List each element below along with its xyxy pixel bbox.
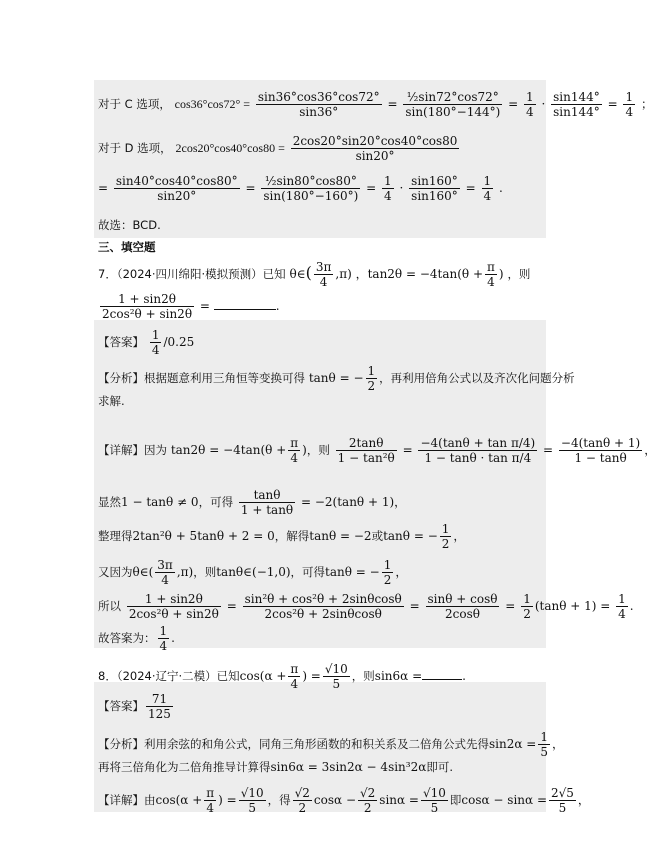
fraction-denominator: sin144°	[553, 105, 600, 119]
fraction-denominator: 1 − tanθ	[574, 451, 627, 465]
q7-detail-l2-b: 1 − tanθ ≠ 0	[121, 495, 199, 509]
fraction-numerator: 1	[523, 592, 531, 606]
q8-answer-blank	[422, 679, 462, 680]
fraction-numerator: 1	[384, 174, 392, 188]
fraction-numerator: 1	[526, 90, 534, 104]
q7-answer-blank	[214, 309, 276, 310]
option-d-lhs: 2cos20°cos40°cos80 =	[175, 141, 285, 155]
fraction-numerator: 1	[483, 174, 492, 188]
fraction-numerator: sin²θ + cos²θ + 2sinθcosθ	[244, 592, 402, 606]
q8-detail-a: 由	[144, 793, 156, 807]
q7-answer-tag: 【答案】	[98, 335, 144, 349]
option-d-frac-3	[261, 174, 360, 203]
q8-detail-frac-3	[293, 786, 312, 815]
fraction-numerator: √10	[240, 786, 264, 800]
q7-detail-l5-frac-3	[426, 592, 500, 621]
q7-detail-l5-frac-2	[243, 592, 404, 621]
fraction-numerator: √2	[360, 786, 376, 800]
fraction-denominator: 4	[319, 275, 328, 289]
option-d-label: 对于 D 选项，	[98, 141, 172, 155]
q7-detail-l1-frac-2	[418, 436, 537, 465]
q7-detail-line-2	[98, 488, 406, 517]
fraction-denominator: 5	[430, 801, 439, 815]
q8-answer-frac	[146, 692, 173, 721]
q7-detail-l6-end: .	[171, 631, 175, 645]
q8-answer-line	[98, 692, 175, 721]
q7-analysis-expr: tanθ = −	[308, 371, 364, 385]
option-d-frac-2	[114, 174, 240, 203]
fraction-denominator: 5	[540, 745, 548, 759]
q7-end: .	[275, 299, 280, 313]
q7-detail-l3-b: 2tan²θ + 5tanθ + 2 = 0	[132, 529, 275, 543]
fraction-denominator: 2	[441, 537, 450, 551]
fraction-numerator: 3π	[315, 260, 332, 274]
q7-detail-l4-frac	[155, 558, 175, 587]
fraction-denominator: 1 − tan²θ	[337, 451, 395, 465]
q8-end: .	[462, 669, 466, 683]
fraction-denominator: sin(180°−160°)	[263, 189, 359, 203]
fraction-numerator: 2√5	[551, 786, 574, 800]
q7-theta-in: θ∈	[289, 267, 306, 281]
q7-analysis-frac	[366, 364, 378, 393]
q8-detail-frac-1	[204, 786, 216, 815]
q7-detail-l4-b: θ∈(	[132, 565, 154, 579]
q7-expression	[100, 292, 194, 321]
q8-analysis-expr: sin2α =	[489, 737, 537, 751]
fraction-numerator: 1	[151, 328, 160, 342]
q7-line-1	[98, 260, 530, 289]
q7-cond-close: )	[498, 267, 504, 281]
option-c-eq-1: =	[387, 97, 398, 111]
fraction-numerator: 1 + sin2θ	[100, 292, 194, 307]
q7-detail-l2-a: 显然	[98, 495, 121, 509]
fraction-numerator: tanθ	[239, 488, 295, 503]
option-c-line	[98, 90, 653, 119]
fraction-denominator: 4	[159, 639, 168, 653]
q8-analysis-line-1	[98, 730, 564, 759]
q8-detail-frac-6	[549, 786, 576, 815]
fraction-denominator: 4	[618, 607, 626, 621]
q7-detail-l1-eq-2: =	[543, 443, 554, 457]
fraction-denominator: 4	[487, 275, 495, 289]
q8-detail-b: cos(α +	[155, 793, 203, 807]
fraction-denominator: 5	[558, 801, 567, 815]
q7-detail-l3-a: 整理得	[98, 529, 133, 543]
choice-line: 故选：BCD.	[98, 218, 161, 232]
fraction-numerator: 1	[383, 558, 392, 572]
fraction-denominator: 2cos²θ + 2sinθcosθ	[264, 607, 382, 621]
q8-then: ，则	[351, 669, 375, 683]
fraction-numerator: sin160°	[411, 174, 458, 188]
option-c-eq-3: =	[607, 97, 618, 111]
option-d-end: .	[498, 181, 503, 195]
fraction-denominator: 2	[523, 607, 531, 621]
q8-answer-tag: 【答案】	[98, 699, 144, 713]
q7-detail-l2-c: ，可得	[198, 495, 234, 509]
fraction-numerator: sinθ + cosθ	[427, 592, 498, 606]
q7-detail-l5-eq-1: =	[226, 599, 237, 613]
section-heading: 三、填空题	[98, 240, 156, 254]
fraction-denominator: 2	[298, 801, 307, 815]
option-d-frac-4	[382, 174, 394, 203]
q7-detail-l5-end: .	[629, 599, 634, 613]
fraction-denominator: sin20°	[355, 149, 395, 163]
q7-cond-open: (θ +	[457, 267, 484, 281]
q8-expr-frac	[288, 662, 300, 691]
option-d-frac-6	[482, 174, 494, 203]
fraction-denominator: sin20°	[157, 189, 197, 203]
fraction-numerator: 1	[625, 90, 634, 104]
q7-detail-l1-a: 因为	[144, 443, 167, 457]
q7-detail-l3-d: tanθ = −2	[309, 529, 372, 543]
q7-detail-l5-a: 所以	[98, 599, 121, 613]
fraction-numerator: 71	[146, 692, 173, 707]
fraction-denominator: sin36°	[299, 105, 339, 119]
fraction-denominator: 5	[332, 677, 341, 691]
option-c-end: ；	[640, 97, 653, 111]
fraction-denominator: 1 − tanθ · tan π/4	[424, 451, 532, 465]
q7-detail-l5-frac-5	[616, 592, 628, 621]
option-d-eq-2: =	[245, 181, 256, 195]
option-d-frac-1	[291, 134, 460, 163]
option-d-line-2	[98, 174, 503, 203]
q7-analysis-text-2: ，再利用倍角公式以及齐次化问题分析	[379, 371, 575, 385]
fraction-numerator: √10	[324, 662, 348, 676]
q7-detail-tag: 【详解】	[98, 443, 144, 457]
q7-detail-l2-end: ，	[394, 495, 407, 509]
fraction-denominator: 2cos²θ + sin2θ	[102, 307, 193, 321]
option-c-frac-5	[623, 90, 635, 119]
q7-cond-frac	[485, 260, 497, 289]
option-c-lhs: cos36°cos72° =	[174, 97, 251, 111]
option-c-eq-2: =	[508, 97, 519, 111]
q8-detail-tag: 【详解】	[98, 793, 144, 807]
q8-detail-d: ，得	[267, 793, 291, 807]
q7-interval-close: ,π)	[335, 267, 352, 281]
option-d-dot: ·	[399, 181, 404, 195]
fraction-denominator: 125	[148, 707, 171, 721]
fraction-numerator: π	[290, 662, 299, 676]
q7-detail-l1-b: tan2θ = −4tan	[170, 443, 261, 457]
fraction-numerator: 1	[618, 592, 626, 606]
fraction-numerator: −4(tanθ + 1)	[560, 436, 641, 450]
q8-analysis-expr-2: sin6α = 3sin2α − 4sin³2α	[270, 760, 427, 774]
q7-analysis-line-2: 求解.	[98, 394, 125, 408]
q8-detail-end: ，	[577, 793, 590, 807]
fraction-numerator: 3π	[157, 558, 173, 572]
fraction-denominator: 2	[367, 379, 376, 393]
q8-detail-k: cosα − sinα =	[461, 793, 547, 807]
option-c-frac-2	[403, 90, 502, 119]
fraction-denominator: 4	[151, 343, 160, 357]
q7-detail-l5-eq-3: =	[505, 599, 516, 613]
q7-detail-l3-f: tanθ = −	[383, 529, 438, 543]
option-d-line-1	[98, 134, 461, 163]
fraction-denominator: sin160°	[411, 189, 458, 203]
q7-detail-l4-end: ，	[395, 565, 408, 579]
q7-detail-l4-frac-2	[382, 558, 394, 587]
q7-detail-line-4	[98, 558, 407, 587]
q7-detail-l5-eq-2: =	[409, 599, 420, 613]
fraction-numerator: 2cos20°sin20°cos40°cos80	[292, 134, 458, 148]
q7-detail-l3-frac	[440, 522, 452, 551]
fraction-denominator: 2	[383, 573, 392, 587]
q7-interval-open: (	[305, 263, 312, 282]
fraction-numerator: 1	[540, 730, 548, 744]
q7-detail-l1-eq: =	[402, 443, 413, 457]
q8-detail-j: 即	[449, 793, 462, 807]
q7-detail-l2-frac	[239, 488, 295, 517]
fraction-denominator: 1 + tanθ	[240, 503, 294, 517]
q7-detail-l4-h: tanθ = −	[325, 565, 380, 579]
q8-analysis-tag: 【分析】	[98, 737, 144, 751]
fraction-denominator: 4	[483, 189, 492, 203]
q7-detail-line-1: 【详解】因为 tan2θ = −4tan(θ + $\frac{\pi}{4}$ )，则 $\frac{2\tan\theta}{\text{1 − tan²θ}}$ = $\frac{\text{−4(tanθ + tan π/4)}}{\text{1 − tanθ · tan π/4}}$ = $\frac{-4(\tan\theta + 1)}{1 - \tan\theta}$ ，	[98, 436, 656, 465]
fraction-denominator: 4	[290, 677, 299, 691]
fraction-numerator: sin144°	[553, 90, 600, 104]
q8-head: 8．（2024·辽宁·二模）已知	[98, 669, 240, 683]
fraction-denominator: 5	[248, 801, 256, 815]
q7-detail-l4-g: ，可得	[290, 565, 326, 579]
option-d-eq-4: =	[465, 181, 476, 195]
fraction-denominator: 4	[526, 105, 534, 119]
q7-detail-l1-end: ，	[644, 443, 656, 457]
fraction-numerator: −4(tanθ + tan π/4)	[420, 436, 536, 450]
option-c-frac-3	[524, 90, 536, 119]
q7-answer-line	[98, 328, 194, 357]
option-c-dot: ·	[541, 97, 546, 111]
fraction-denominator: 2	[363, 801, 372, 815]
q8-analysis-text-2: 再将三倍角化为二倍角推导计算得	[98, 760, 271, 774]
q7-detail-l1-frac-1	[336, 436, 397, 465]
q7-detail-l4-a: 又因为	[98, 565, 133, 579]
q7-detail-line-6	[98, 624, 175, 653]
q8-analysis-text-3: 即可.	[426, 760, 453, 774]
fraction-numerator: π	[487, 260, 495, 274]
q8-analysis-line-2	[98, 760, 453, 774]
q7-detail-l1-d: ，则	[306, 443, 330, 457]
q8-value-frac	[323, 662, 350, 691]
fraction-denominator: 4	[384, 189, 392, 203]
q7-detail-l6-frac	[158, 624, 170, 653]
q8-target: sin6α =	[374, 669, 423, 683]
q7-cond: ，tan2θ = −4tan	[355, 267, 458, 281]
fraction-numerator: π	[290, 436, 299, 450]
option-c-frac-1	[256, 90, 382, 119]
q8-detail-f: cosα −	[313, 793, 356, 807]
q7-detail-l5-frac-1	[127, 592, 221, 621]
q7-answer-alt: /0.25	[163, 335, 195, 349]
q8-analysis-end: ，	[551, 737, 564, 751]
q7-analysis-text-1: 根据题意利用三角恒等变换可得	[144, 371, 305, 385]
fraction-denominator: 2cos²θ + sin2θ	[128, 607, 219, 621]
fraction-numerator: 1	[367, 364, 376, 378]
q7-detail-l6-a: 故答案为：	[98, 631, 156, 645]
q8-detail-c: ) =	[218, 793, 237, 807]
fraction-denominator: sin(180°−144°)	[405, 105, 501, 119]
q8-expr-b: ) =	[302, 669, 321, 683]
q7-then: ，则	[507, 267, 531, 281]
fraction-numerator: ½sin72°cos72°	[403, 90, 502, 105]
q7-detail-l4-f: tanθ∈(−1,0)	[216, 565, 291, 579]
q8-line	[98, 662, 466, 691]
fraction-denominator: 4	[161, 573, 169, 587]
q8-expr-a: cos(α +	[239, 669, 287, 683]
q8-detail-frac-4	[358, 786, 377, 815]
option-c-frac-4	[551, 90, 602, 119]
q7-answer-frac	[150, 328, 162, 357]
q7-interval-frac	[314, 260, 334, 289]
fraction-denominator: 4	[206, 801, 215, 815]
fraction-numerator: 1	[441, 522, 450, 536]
q7-analysis-line-1	[98, 364, 575, 393]
fraction-denominator: 2cosθ	[445, 607, 480, 621]
q8-detail-frac-5	[421, 786, 448, 815]
fraction-numerator: π	[206, 786, 215, 800]
fraction-numerator: ½sin80°cos80°	[261, 174, 360, 189]
fraction-numerator: √2	[294, 786, 310, 800]
q7-detail-l3-c: ，解得	[274, 529, 310, 543]
q7-expr-eq: =	[199, 299, 210, 313]
q7-detail-l1-pi4	[288, 436, 300, 465]
q7-detail-l5-frac-4	[521, 592, 533, 621]
q7-detail-l5-mid: (tanθ + 1) =	[534, 599, 611, 613]
q8-detail-line	[98, 786, 590, 815]
fraction-numerator: 1 + sin2θ	[127, 592, 221, 607]
option-d-frac-5	[409, 174, 460, 203]
fraction-denominator: 4	[625, 105, 634, 119]
q7-line-2	[98, 292, 280, 321]
q7-detail-line-3	[98, 522, 465, 551]
q7-detail-line-5	[98, 592, 634, 621]
q8-detail-frac-2	[239, 786, 266, 815]
q7-detail-l3-end: ，	[453, 529, 466, 543]
q7-detail-l4-d: ,π)	[176, 565, 194, 579]
fraction-numerator: sin40°cos40°cos80°	[115, 174, 238, 188]
fraction-numerator: √10	[422, 786, 446, 800]
q8-analysis-text-1: 利用余弦的和角公式，同角三角形函数的和积关系及二倍角公式先得	[144, 737, 489, 751]
fraction-denominator: 4	[290, 451, 299, 465]
q7-detail-l2-d: = −2(tanθ + 1)	[300, 495, 395, 509]
q7-analysis-tag: 【分析】	[98, 371, 144, 385]
q7-detail-l4-e: ，则	[193, 565, 217, 579]
q7-head: 7．（2024·四川绵阳·模拟预测）已知	[98, 267, 286, 281]
q7-detail-l3-e: 或	[371, 529, 384, 543]
q8-analysis-frac	[538, 730, 550, 759]
q8-detail-h: sinα =	[379, 793, 419, 807]
fraction-numerator: 2tanθ	[336, 436, 397, 451]
fraction-numerator: sin36°cos36°cos72°	[257, 90, 380, 104]
fraction-numerator: 1	[159, 624, 168, 638]
q7-detail-l1-frac-3	[559, 436, 642, 465]
option-d-eq-3: =	[366, 181, 377, 195]
option-c-label: 对于 C 选项，	[98, 97, 171, 111]
option-d-eq-1: =	[98, 181, 109, 195]
